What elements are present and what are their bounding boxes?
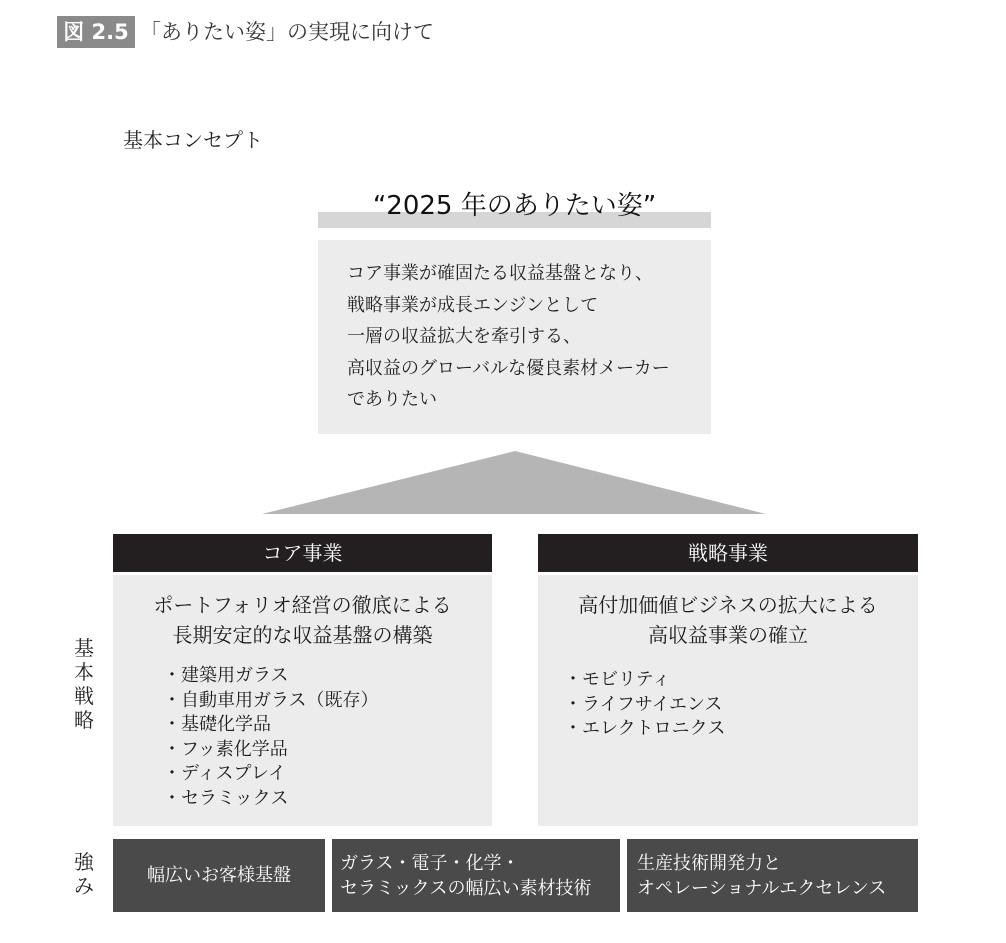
side-label-char: 基 <box>74 636 94 660</box>
heading-line: 高付加価値ビジネスの拡大による <box>578 593 878 617</box>
heading-line: 長期安定的な収益基盤の構築 <box>172 623 433 647</box>
support-triangle <box>262 451 766 514</box>
figure-number-label: 図 2.5 <box>57 16 135 48</box>
list-item: ・建築用ガラス <box>163 665 289 686</box>
list-item: ・エレクトロニクス <box>564 718 726 739</box>
strategic-business-header: 戦略事業 <box>538 534 918 572</box>
strategic-business-list <box>564 668 725 742</box>
list-item: ・ディスプレイ <box>163 763 286 784</box>
heading-line: 高収益事業の確立 <box>648 623 808 647</box>
strengths-side-label <box>72 850 96 898</box>
strength-box-customer-base <box>113 839 325 912</box>
list-item: ・フッ素化学品 <box>163 738 288 760</box>
figure-title: 「ありたい姿」の実現に向けて <box>140 20 434 44</box>
list-item: ・ライフサイエンス <box>564 693 723 715</box>
vision-line: 高収益のグローバルな優良素材メーカー <box>347 357 670 379</box>
vision-line: でありたい <box>347 389 437 410</box>
strength-line: ガラス・電子・化学・ <box>340 852 520 874</box>
vision-title: “2025 年のありたい姿” <box>372 191 657 221</box>
strategic-business-strategy-heading <box>538 590 918 650</box>
vision-line: 一層の収益拡大を牽引する、 <box>347 326 581 347</box>
list-item: ・基礎化学品 <box>163 714 271 735</box>
vision-line: コア事業が確固たる収益基盤となり、 <box>347 263 653 284</box>
side-label-char: 戦 <box>74 684 94 708</box>
strength-line: 幅広いお客様基盤 <box>147 865 291 886</box>
list-item: ・モビリティ <box>564 669 671 690</box>
side-label-char: 略 <box>74 708 94 732</box>
core-business-header: コア事業 <box>113 534 492 572</box>
basic-strategy-side-label <box>72 636 96 732</box>
core-business-list <box>163 664 378 811</box>
vision-statement <box>347 258 670 416</box>
strength-line: セラミックスの幅広い素材技術 <box>340 877 592 899</box>
list-item: ・セラミックス <box>163 787 289 809</box>
vision-line: 戦略事業が成長エンジンとして <box>347 294 599 316</box>
list-item: ・自動車用ガラス（既存） <box>163 689 379 711</box>
side-label-char: み <box>74 874 94 898</box>
strength-line: 生産技術開発力と <box>637 852 781 874</box>
basic-concept-label: 基本コンセプト <box>123 128 263 152</box>
strength-box-material-technology <box>332 839 620 912</box>
core-business-strategy-heading <box>113 590 492 650</box>
side-label-char: 本 <box>74 660 94 684</box>
strength-line: オペレーショナルエクセレンス <box>637 877 887 899</box>
heading-line: ポートフォリオ経営の徹底による <box>153 593 452 617</box>
side-label-char: 強 <box>74 850 94 874</box>
strength-box-operational-excellence <box>627 839 918 912</box>
